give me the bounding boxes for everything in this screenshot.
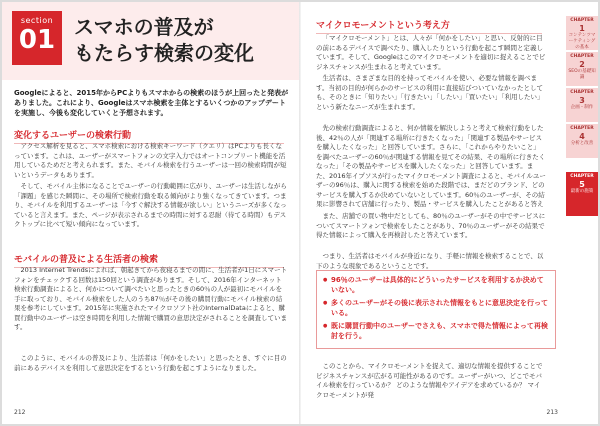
section-number: 01 bbox=[18, 25, 56, 55]
chapter-tab-2-label: SEOの基礎知識 bbox=[568, 69, 596, 80]
chapter-tab-1-label: コンテンツマーケティングの基本 bbox=[568, 33, 596, 50]
chapter-tab-4[interactable] bbox=[566, 124, 598, 158]
page-number-left: 212 bbox=[14, 409, 26, 416]
chapter-tab-2-word: CHAPTER bbox=[570, 54, 594, 59]
chapter-tab-1[interactable] bbox=[566, 16, 598, 50]
chapter-tab-3-word: CHAPTER bbox=[570, 90, 594, 95]
title-line-1: スマホの普及が bbox=[74, 15, 214, 39]
body-paragraph-2: そして、モバイル主体になることでユーザーの行動範囲に広がり、ユーザーは生活しながら「課題」を感じた瞬間に、その場所で検索行動を取る傾向がより強くなってきています。つまり、モバイルを利用するユーザーは「今すぐ解決する情報が欲しい」というニーズが多くなっていると言えます。また、ページが表示されるまでの時間に対する忍耐（待てる時間）もデスクトップに比べて短い傾向になっています。 bbox=[14, 182, 287, 228]
key-points-box bbox=[316, 270, 556, 349]
chapter-tab-3-label: 企画・制作 bbox=[570, 105, 594, 110]
chapter-tab-1-word: CHAPTER bbox=[570, 18, 594, 23]
page-title bbox=[74, 14, 296, 66]
heading-mobile-search: モバイルの普及による生活者の検索 bbox=[14, 252, 284, 268]
chapter-tab-5-active[interactable] bbox=[566, 172, 598, 216]
chapter-tab-2[interactable] bbox=[566, 52, 598, 86]
body-paragraph-1: アクセス解析を見ると、スマホ検索における検索キーワード（クエリ）はPCよりも長くなっています。これは、ユーザーがスマートフォンの文字入力ではオートコンプリート機能を活用しているためだと考えられます。また、モバイル検索を行うユーザーは一回の検索時間が短いというデータもあります。 bbox=[14, 142, 287, 179]
right-body-paragraph-1: 「マイクロモーメント」とは、人々が「何かをしたい」と思い、反射的に目の前にあるデバイスで調べたり、購入したりという行動を起こす瞬間と定義しています。そして、Googleはこのマイクロモーメントを適切に捉えることでビジネスチャンスが生まれると考えています。 bbox=[316, 34, 546, 71]
key-point-3: ● 既に購買行動中のユーザーでさえも、スマホで得た情報によって再検討を行う。 bbox=[323, 321, 549, 341]
left-page bbox=[2, 2, 300, 424]
chapter-tab-4-number: 4 bbox=[579, 132, 585, 141]
right-body-paragraph-2: 生活者は、さまざまな目的を持ってモバイルを使い、必要な情報を調べます。当初の目的が何らかのサービスの利用に直接結びついていなかったとしても、そのときに「知りたい」「行きたい」「したい」「買いたい」「利用したい」という新たなニーズが生まれます。 bbox=[316, 74, 544, 111]
title-line-2: もたらす検索の変化 bbox=[74, 41, 254, 65]
right-body-paragraph-5: つまり、生活者はモバイルが身近になり、手軽に情報を検索することで、以下のような現象であるということです。 bbox=[316, 252, 544, 270]
body-paragraph-3: 2013 Internet Trendsによれば、朝起きてから夜寝るまでの間に、生活者が1日にスマートフォンをチェックする回数は150回という調査があります。そして、2016年インターネット検索行動調査によると、何かについて調べたいと思ったときの60％の人が最初にモバイルを手に取っており、モバイル検索をした人のうち87％がその後の購買行動にモバイル検索の結果を参考にしています。2015年に実施されたマイクロソフト社のInternalDataによると、購買行動中のユーザーは空き時間を利用した情報で購買の意思決定がされることを調査しています。 bbox=[14, 266, 288, 331]
right-page bbox=[300, 2, 598, 424]
chapter-tab-4-label: 分析と改善 bbox=[570, 141, 594, 146]
right-body-paragraph-3: 先の検索行動調査によると、何か情報を解決しようと考えて検索行動をした後、42％の人が「関連する場所に行きたくなった」「関連する製品やサービスを購入したくなった」と回答しています。さらに、「これからやりたいこと」を調べたユーザーの60％が関連する情報を見てその結果、その場所に行きたくなった」「その製品やサービスを購入したくなった」と回答しています。また、2016年イプソスが行ったマイクロモーメント調査によると、モバイルユーザーの96％は、購入に関する検索を始めた段階では、まだどのブランド、どのサービスを購入するか決めていないとしています。60％のユーザーが、その結果に影響されて店舗に行ったり、製品・サービスを購入したことがあると答え bbox=[316, 124, 546, 208]
chapter-tab-3[interactable] bbox=[566, 88, 598, 122]
key-point-1: ● 96％のユーザーは具体的にどういったサービスを利用するか決めていない。 bbox=[323, 275, 549, 295]
heading-micro-moment: マイクロモーメントという考え方 bbox=[316, 18, 542, 34]
chapter-tab-2-number: 2 bbox=[579, 60, 585, 69]
section-title-box bbox=[2, 2, 300, 80]
chapter-tab-4-word: CHAPTER bbox=[570, 126, 594, 131]
body-paragraph-4: このように、モバイルの普及により、生活者は「何かをしたい」と思ったとき、すぐに目の前にあるデバイスを利用して意思決定をするという行動を起こすようになりました。 bbox=[14, 354, 287, 372]
book-spread bbox=[2, 2, 598, 424]
chapter-index-tabs bbox=[566, 2, 598, 424]
right-body-paragraph-4: また、店舗での買い物中だとしても、80％のユーザーがその中でサービスについてスマートフォンで検索をしたことがあり、70％のユーザーがその結果で得た情報によって購入を再検討したと答えています。 bbox=[316, 212, 546, 239]
chapter-tab-5-label: 最新の施策 bbox=[570, 189, 594, 194]
chapter-tab-3-number: 3 bbox=[579, 96, 585, 105]
chapter-tab-5-word: CHAPTER bbox=[570, 174, 594, 179]
chapter-tab-5-number: 5 bbox=[579, 180, 585, 189]
heading-changing-search: 変化するユーザーの検索行動 bbox=[14, 128, 284, 144]
page-number-right: 213 bbox=[546, 409, 558, 416]
right-body-paragraph-6: このことから、マイクロモーメントを捉えて、適切な情報を提供することでビジネスチャンスが広がる可能性があるのです。ユーザーがいつ、どこでモバイル検索を行っているか？ どのような情報やアイデアを求めているか？ マイクロモーメントが発 bbox=[316, 362, 543, 399]
chapter-tab-1-number: 1 bbox=[579, 24, 585, 33]
lead-paragraph: Googleによると、2015年からPCよりもスマホからの検索のほうが上回ったと発表がありました。これにより、Googleはスマホ検索を主体とするいくつかのアップデートを実施し、今後も変化していくと予想されます。 bbox=[14, 89, 289, 117]
section-label bbox=[12, 11, 62, 65]
section-word: section bbox=[20, 16, 54, 25]
key-point-2: ● 多くのユーザーがその後に表示された情報をもとに意思決定を行っている。 bbox=[323, 298, 549, 318]
